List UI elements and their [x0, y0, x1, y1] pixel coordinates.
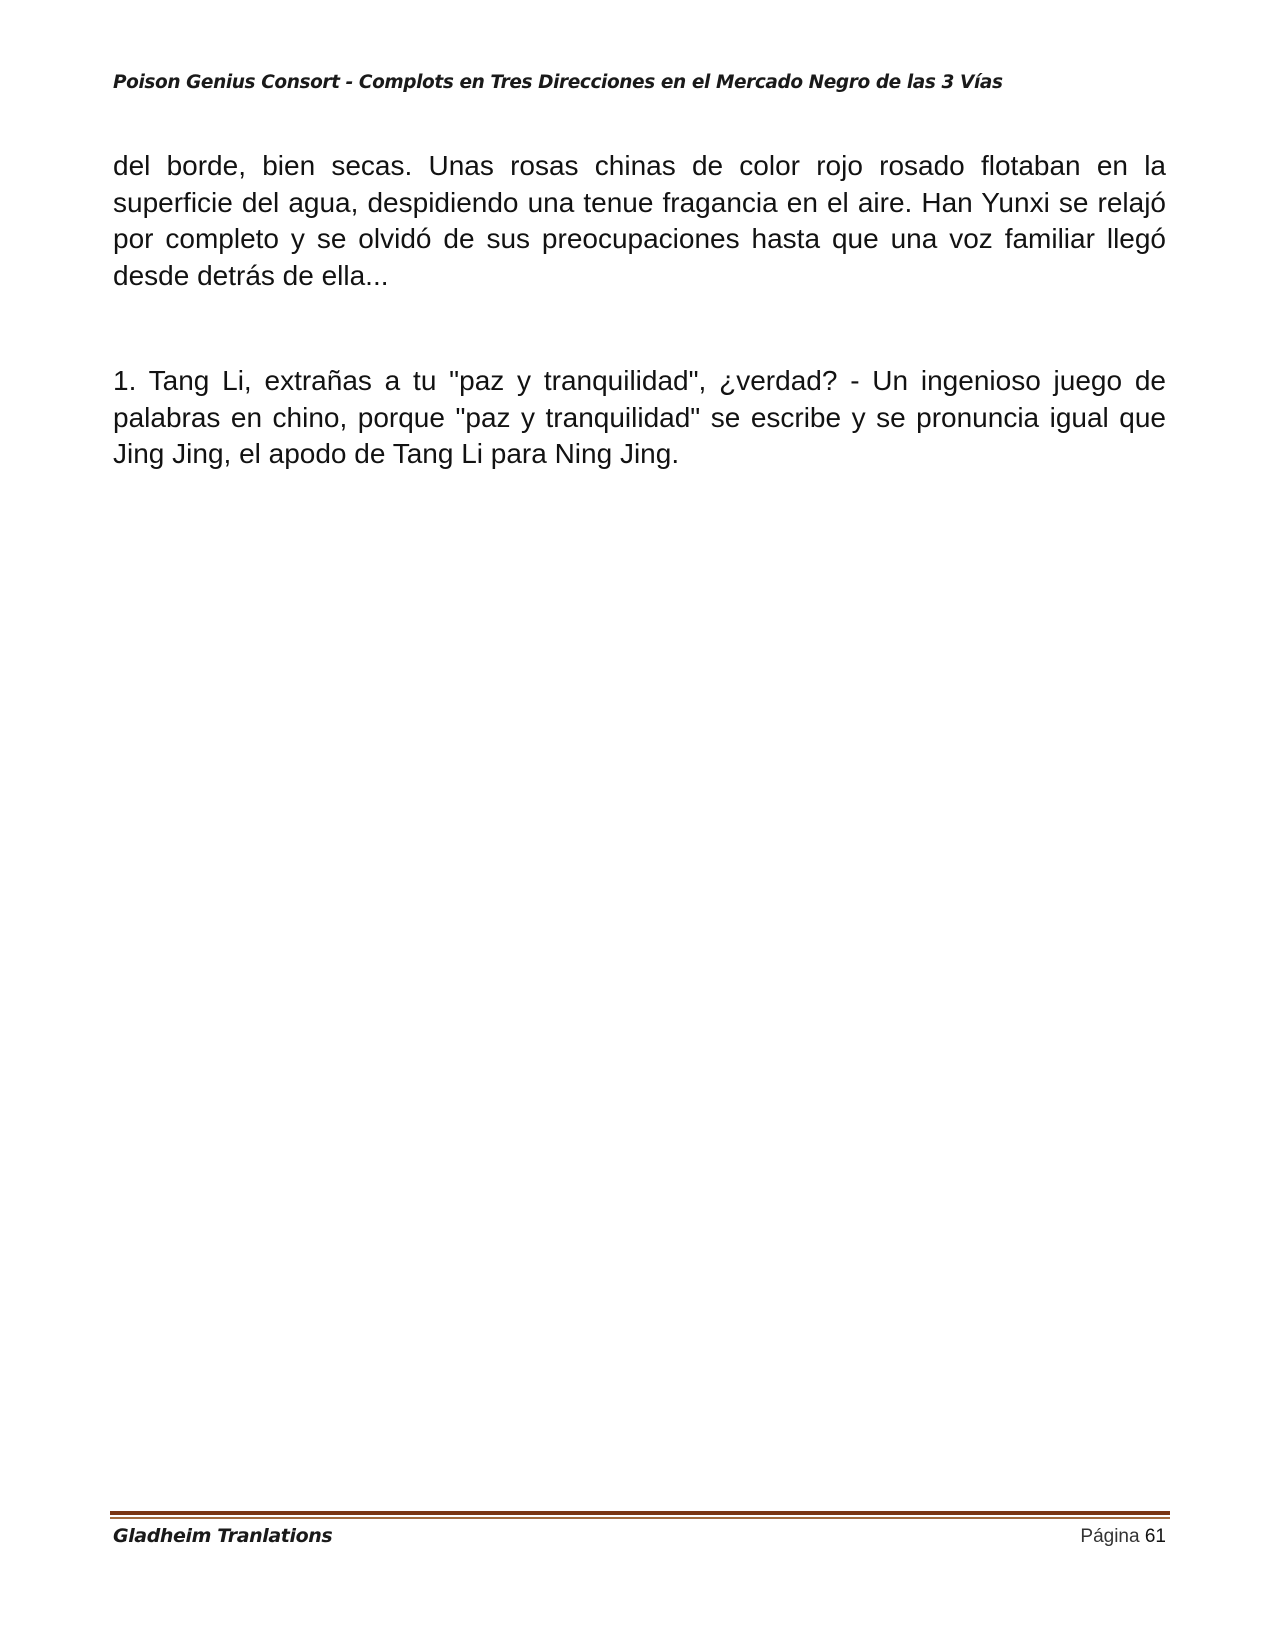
page-number: 61: [1144, 1526, 1166, 1547]
running-header: Poison Genius Consort - Complots en Tres Direcciones en el Mercado Negro de las 3 Vías: [113, 72, 1003, 93]
footer-rule-thick: [110, 1511, 1170, 1515]
footer-rule-thin: [110, 1517, 1170, 1519]
footer-page: [1080, 1526, 1166, 1548]
footnote-paragraph: 1. Tang Li, extrañas a tu "paz y tranquilidad", ¿verdad? - Un ingenioso juego de palabras en chino, porque "paz y tranquilidad" se escribe y se pronuncia igual que Jing Jing, el apodo de Tang Li para Ning Jing.: [113, 365, 1166, 469]
body-paragraph-1: del borde, bien secas. Unas rosas chinas de color rojo rosado flotaban en la superficie del agua, despidiendo una tenue fragancia en el aire. Han Yunxi se relajó por completo y se olvidó de sus preocupaciones hasta que una voz familiar llegó desde detrás de ella...: [113, 150, 1166, 291]
page-label: Página: [1080, 1526, 1140, 1547]
footer-publisher: Gladheim Tranlations: [113, 1525, 333, 1547]
